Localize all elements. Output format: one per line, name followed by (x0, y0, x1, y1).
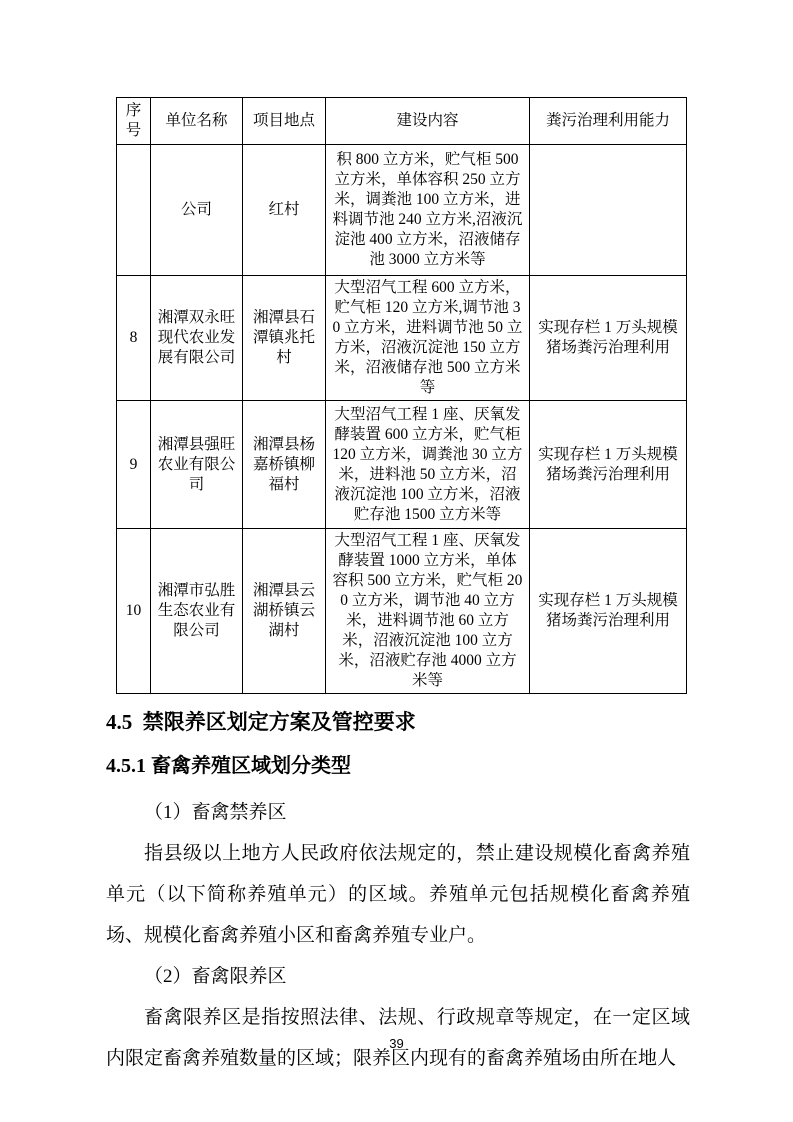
list-item-restricted-zone: （2）畜禽限养区 (144, 966, 287, 987)
column-header-project-location: 项目地点 (243, 98, 326, 145)
cell-construction-content: 大型沼气工程 1 座、厌氧发酵装置 1000 立方米，单体容积 500 立方米，贮气柜 200 立方米，调节池 40 立方米，进料调节池 60 立方米，沼液沉淀池 100 立方米，沼液贮存池 4000 立方米等 (326, 529, 530, 694)
cell-project-location: 红村 (243, 145, 326, 276)
cell-treatment-capacity: 实现存栏 1 万头规模猪场粪污治理利用 (530, 529, 687, 694)
table-row (117, 276, 687, 401)
document-page (106, 97, 690, 1079)
cell-unit-name: 公司 (151, 145, 243, 276)
cell-treatment-capacity: 实现存栏 1 万头规模猪场粪污治理利用 (530, 401, 687, 529)
table-row (117, 529, 687, 694)
cell-treatment-capacity: 实现存栏 1 万头规模猪场粪污治理利用 (530, 276, 687, 401)
cell-index: 8 (117, 276, 151, 401)
biogas-projects-table (116, 97, 687, 694)
column-header-treatment-capacity: 粪污治理利用能力 (530, 98, 687, 145)
table-header-row (117, 98, 687, 145)
cell-construction-content: 大型沼气工程 600 立方米，贮气柜 120 立方米,调节池 30 立方米，进料调节池 50 立方米，沼液沉淀池 150 立方米，沼液储存池 500 立方米等 (326, 276, 530, 401)
cell-treatment-capacity (530, 145, 687, 276)
column-header-construction-content: 建设内容 (326, 98, 530, 145)
cell-unit-name: 湘潭县强旺农业有限公司 (151, 401, 243, 529)
paragraph-forbidden-zone-definition: 指县级以上地方人民政府依法规定的，禁止建设规模化畜禽养殖单元（以下简称养殖单元）的区域。养殖单元包括规模化畜禽养殖场、规模化畜禽养殖小区和畜禽养殖专业户。 (106, 843, 690, 946)
column-header-unit-name: 单位名称 (151, 98, 243, 145)
cell-index: 10 (117, 529, 151, 694)
table-row (117, 145, 687, 276)
list-item-forbidden-zone: （1）畜禽禁养区 (144, 802, 287, 823)
cell-project-location: 湘潭县石潭镇兆托村 (243, 276, 326, 401)
cell-index (117, 145, 151, 276)
cell-construction-content: 积 800 立方米，贮气柜 500 立方米，单体容积 250 立方米，调粪池 100 立方米，进料调节池 240 立方米,沼液沉淀池 400 立方米，沼液储存池 3000 立方米等 (326, 145, 530, 276)
page-number: 39 (389, 1036, 404, 1051)
cell-construction-content: 大型沼气工程 1 座、厌氧发酵装置 600 立方米，贮气柜 120 立方米，调粪池 30 立方米，进料池 50 立方米，沼液沉淀池 100 立方米，沼液贮存池 1500 立方米等 (326, 401, 530, 529)
cell-unit-name: 湘潭双永旺现代农业发展有限公司 (151, 276, 243, 401)
column-header-index: 序号 (117, 98, 151, 145)
cell-project-location: 湘潭县云湖桥镇云湖村 (243, 529, 326, 694)
cell-unit-name: 湘潭市弘胜生态农业有限公司 (151, 529, 243, 694)
cell-project-location: 湘潭县杨嘉桥镇柳福村 (243, 401, 326, 529)
table-row (117, 401, 687, 529)
section-heading-4-5-1: 4.5.1 畜禽养殖区域划分类型 (106, 755, 351, 777)
paragraph-restricted-zone-definition: 畜禽限养区是指按照法律、法规、行政规章等规定，在一定区域内限定畜禽养殖数量的区域；限养区内现有的畜禽养殖场由所在地人 (106, 1007, 690, 1069)
cell-index: 9 (117, 401, 151, 529)
section-heading-4-5: 4.5 禁限养区划定方案及管控要求 (106, 710, 416, 734)
